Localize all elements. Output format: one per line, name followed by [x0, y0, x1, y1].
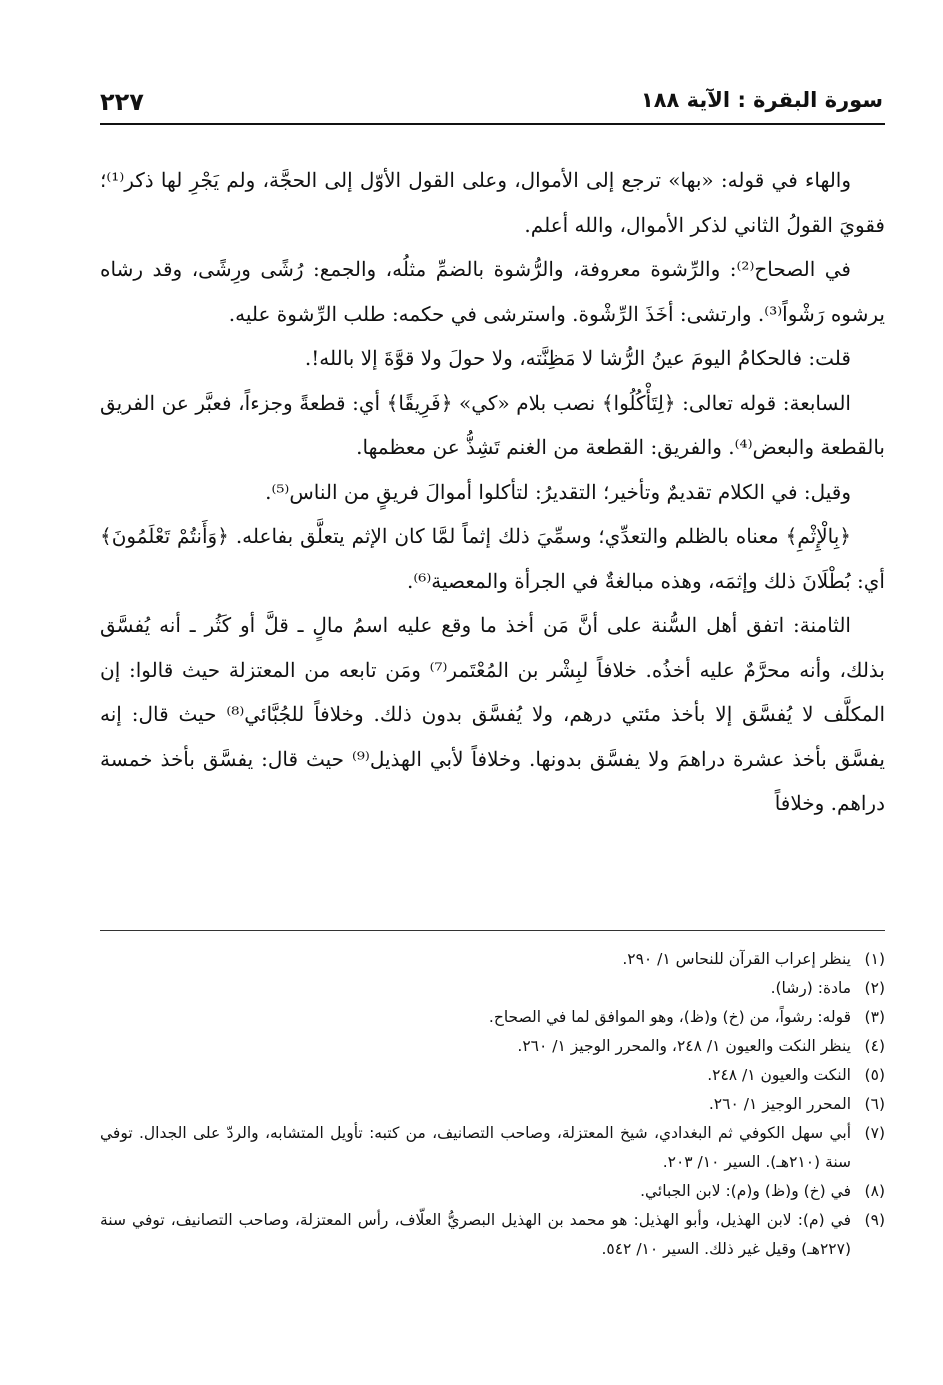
- footnote: [100, 1032, 885, 1061]
- paragraph: السابعة: قوله تعالى: ﴿لِتَأْكُلُوا﴾ نصب بلام «كي» ﴿فَرِيقًا﴾ أي: قطعةً وجزءاً، فعبَّر عن الفريق بالقطعة والبعض⁽⁴⁾. والفريق: القطعة من الغنم تَشِذُّ عن معظمها.: [100, 390, 885, 459]
- running-header: [100, 82, 883, 122]
- footnote: [100, 1061, 885, 1090]
- footnote: [100, 1119, 885, 1177]
- surah-title: سورة البقرة : الآية ١٨٨: [640, 88, 883, 112]
- header-rule: [100, 123, 885, 125]
- footnote-mark: (٩): [864, 1211, 885, 1229]
- footnote-text: النكت والعيون ١/ ٢٤٨.: [707, 1066, 851, 1084]
- footnote: [100, 945, 885, 974]
- paragraph: ﴿بِالْإِثْمِ﴾ معناه بالظلم والتعدِّي؛ وسمِّيَ ذلك إثماً لمَّا كان الإثم يتعلَّق بفاعله. ﴿وَأَنتُمْ تَعْلَمُونَ﴾ أي: بُطْلَانَ ذلك وإثمَه، وهذه مبالغةٌ في الجرأة والمعصية⁽⁶⁾.: [100, 524, 885, 593]
- footnote-mark: (٨): [864, 1182, 885, 1200]
- footnote: [100, 974, 885, 1003]
- footnote-mark: (٦): [864, 1095, 885, 1113]
- footnote-mark: (٣): [864, 1008, 885, 1026]
- footnote-mark: (٥): [864, 1066, 885, 1084]
- footnote-mark: (٢): [864, 979, 885, 997]
- footnote-mark: (٧): [864, 1124, 885, 1142]
- footnote-separator: [100, 930, 885, 931]
- footnote-text: أبي سهل الكوفي ثم البغدادي، شيخ المعتزلة، وصاحب التصانيف، من كتبه: تأويل المتشابه، والردّ على الجدال. توفي سنة (٢١٠هـ). السير ١٠/ ٢٠٣.: [100, 1124, 851, 1171]
- footnote-text: ينظر إعراب القرآن للنحاس ١/ ٢٩٠.: [622, 950, 851, 968]
- paragraph: قلت: فالحكامُ اليومَ عينُ الرُّشا لا مَظِنَّته، ولا حولَ ولا قوَّةَ إلا بالله!.: [304, 346, 851, 370]
- paragraph: والهاء في قوله: «بها» ترجع إلى الأموال، وعلى القول الأوّل إلى الحجَّة، ولم يَجْرِ لها ذكر⁽¹⁾؛ فقويَ القولُ الثاني لذكر الأموال، والله أعلم.: [100, 168, 885, 237]
- main-text: [100, 158, 885, 826]
- paragraph: في الصحاح⁽²⁾: والرِّشوة معروفة، والرُّشوة بالضمِّ مثلُه، والجمع: رُشًى ورِشًى، وقد رشاه يرشوه رَشْواً⁽³⁾. وارتشى: أخَذَ الرِّشْوة. واسترشى في حكمه: طلب الرِّشوة عليه.: [100, 257, 885, 326]
- paragraph: وقيل: في الكلام تقديمٌ وتأخير؛ التقديرُ: لتأكلوا أموالَ فريقٍ من الناس⁽⁵⁾.: [265, 479, 851, 504]
- footnote: [100, 1206, 885, 1264]
- footnote-text: في (خ) و(ظ) و(م): لابن الجبائي.: [640, 1182, 851, 1200]
- footnote: [100, 1090, 885, 1119]
- footnote-text: ينظر النكت والعيون ١/ ٢٤٨، والمحرر الوجيز ١/ ٢٦٠.: [517, 1037, 851, 1055]
- footnote-text: مادة: (رشا).: [770, 979, 851, 997]
- footnote-text: قوله: رشواً، من (خ) و(ظ)، وهو الموافق لما في الصحاح.: [488, 1008, 851, 1026]
- footnotes: [100, 945, 885, 1264]
- footnote: [100, 1177, 885, 1206]
- footnote-mark: (١): [864, 950, 885, 968]
- page-number: ٢٢٧: [100, 88, 144, 116]
- footnote-mark: (٤): [864, 1037, 885, 1055]
- footnote: [100, 1003, 885, 1032]
- footnote-text: في (م): لابن الهذيل، وأبو الهذيل: هو محمد بن الهذيل البصريُّ العلّاف، رأس المعتزلة، وصاحب التصانيف، توفي سنة (٢٢٧هـ) وقيل غير ذلك. السير ١٠/ ٥٤٢.: [100, 1211, 851, 1258]
- paragraph: الثامنة: اتفق أهل السُّنة على أنَّ مَن أخذ ما وقع عليه اسمُ مالٍ ـ قلَّ أو كَثُر ـ أنه يُفسَّق بذلك، وأنه محرَّمٌ عليه أخذُه. خلافاً لبِشْر بن المُعْتَمر⁽⁷⁾ ومَن تابعه من المعتزلة حيث قالوا: إن المكلَّف لا يُفسَّق إلا بأخذ مئتي درهم، ولا يُفسَّق بدون ذلك. وخلافاً للجُبَّائي⁽⁸⁾ حيث قال: إنه يفسَّق بأخذ عشرة دراهمَ ولا يفسَّق بدونها. وخلافاً لأبي الهذيل⁽⁹⁾ حيث قال: يفسَّق بأخذ خمسة دراهم. وخلافاً: [100, 613, 886, 815]
- footnote-text: المحرر الوجيز ١/ ٢٦٠.: [708, 1095, 851, 1113]
